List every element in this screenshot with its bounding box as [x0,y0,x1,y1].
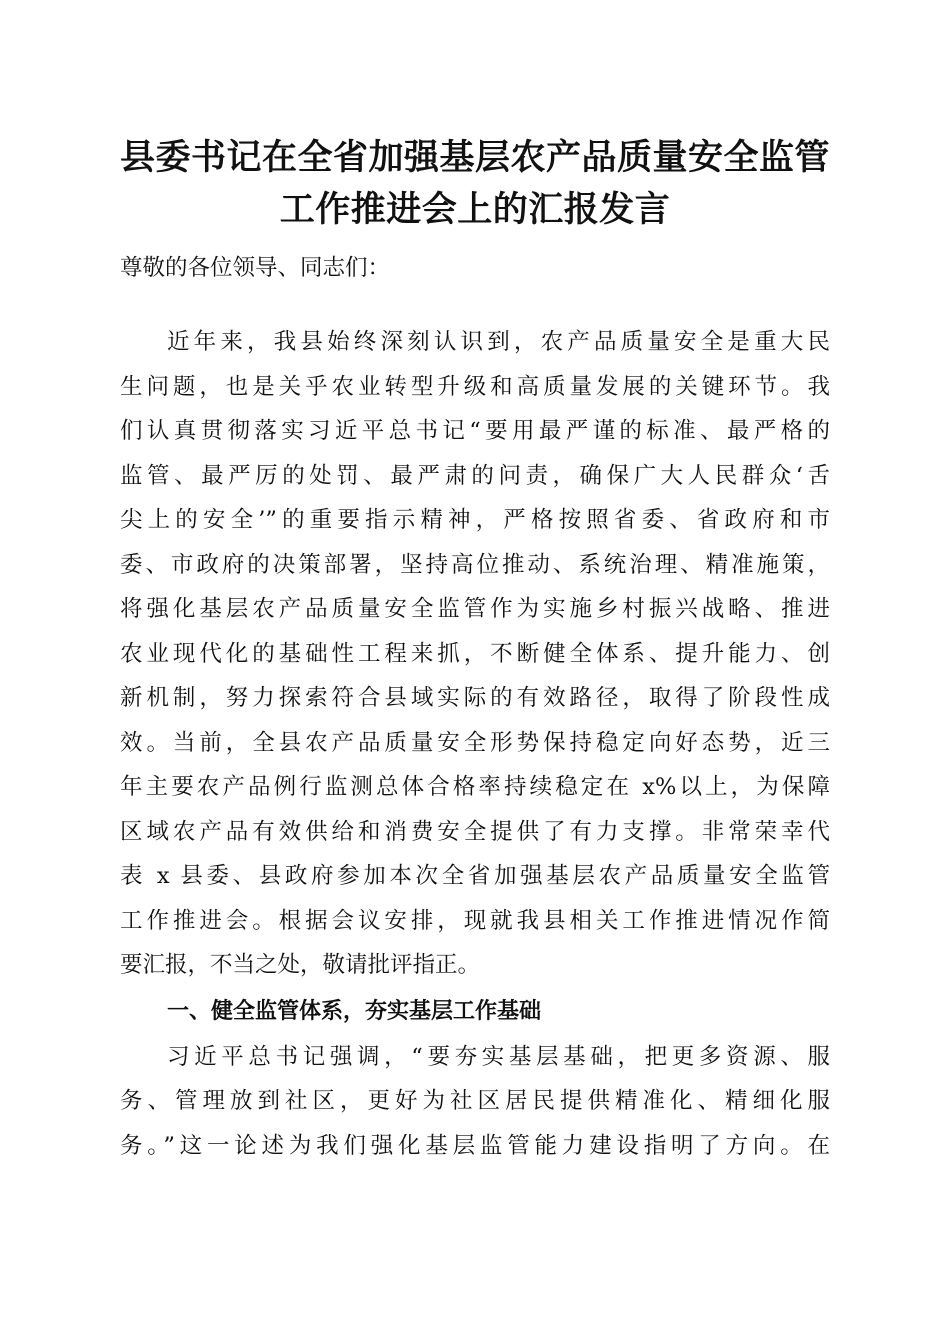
paragraph-1-line: 要汇报，不当之处，敬请批评指正。 [120,952,481,978]
paragraph-1-line: 将强化基层农产品质量安全监管作为实施乡村振兴战略、推进 [120,596,830,622]
paragraph-1-line: 近年来，我县始终深刻认识到，农产品质量安全是重大民 [167,329,830,355]
paragraph-2-line: 务。”这一论述为我们强化基层监管能力建设指明了方向。在 [120,1133,830,1159]
paragraph-1-line: 表 x 县委、县政府参加本次全省加强基层农产品质量安全监管 [120,863,830,889]
paragraph-1-line: 效。当前，全县农产品质量安全形势保持稳定向好态势，近三 [120,730,830,756]
paragraph-1-line: 工作推进会。根据会议安排，现就我县相关工作推进情况作简 [120,908,830,934]
paragraph-1-line: 委、市政府的决策部署，坚持高位推动、系统治理、精准施策， [120,552,830,578]
paragraph-2-line: 务、管理放到社区，更好为社区居民提供精准化、精细化服 [120,1088,830,1114]
document-title-line-2: 工作推进会上的汇报发言 [279,189,671,230]
paragraph-1-line: 区域农产品有效供给和消费安全提供了有力支撑。非常荣幸代 [120,819,830,845]
paragraph-2-line: 习近平总书记强调，“要夯实基层基础，把更多资源、服 [167,1044,830,1070]
paragraph-1-line: 监管、最严厉的处罚、最严肃的问责，确保广大人民群众‘舌 [120,463,830,489]
section-1-heading: 一、健全监管体系，夯实基层工作基础 [167,999,542,1024]
paragraph-1-line: 农业现代化的基础性工程来抓，不断健全体系、提升能力、创 [120,641,830,667]
paragraph-1-line: 新机制，努力探索符合县域实际的有效路径，取得了阶段性成 [120,685,830,711]
salutation: 尊敬的各位领导、同志们： [120,255,391,281]
paragraph-1-line: 年主要农产品例行监测总体合格率持续稳定在 x%以上，为保障 [120,774,830,800]
paragraph-1-line: 们认真贯彻落实习近平总书记“要用最严谨的标准、最严格的 [120,418,830,444]
document-title-line-1: 县委书记在全省加强基层农产品质量安全监管 [119,137,830,178]
paragraph-1-line: 生问题，也是关乎农业转型升级和高质量发展的关键环节。我 [120,374,830,400]
paragraph-1-line: 尖上的安全’”的重要指示精神，严格按照省委、省政府和市 [120,507,830,533]
